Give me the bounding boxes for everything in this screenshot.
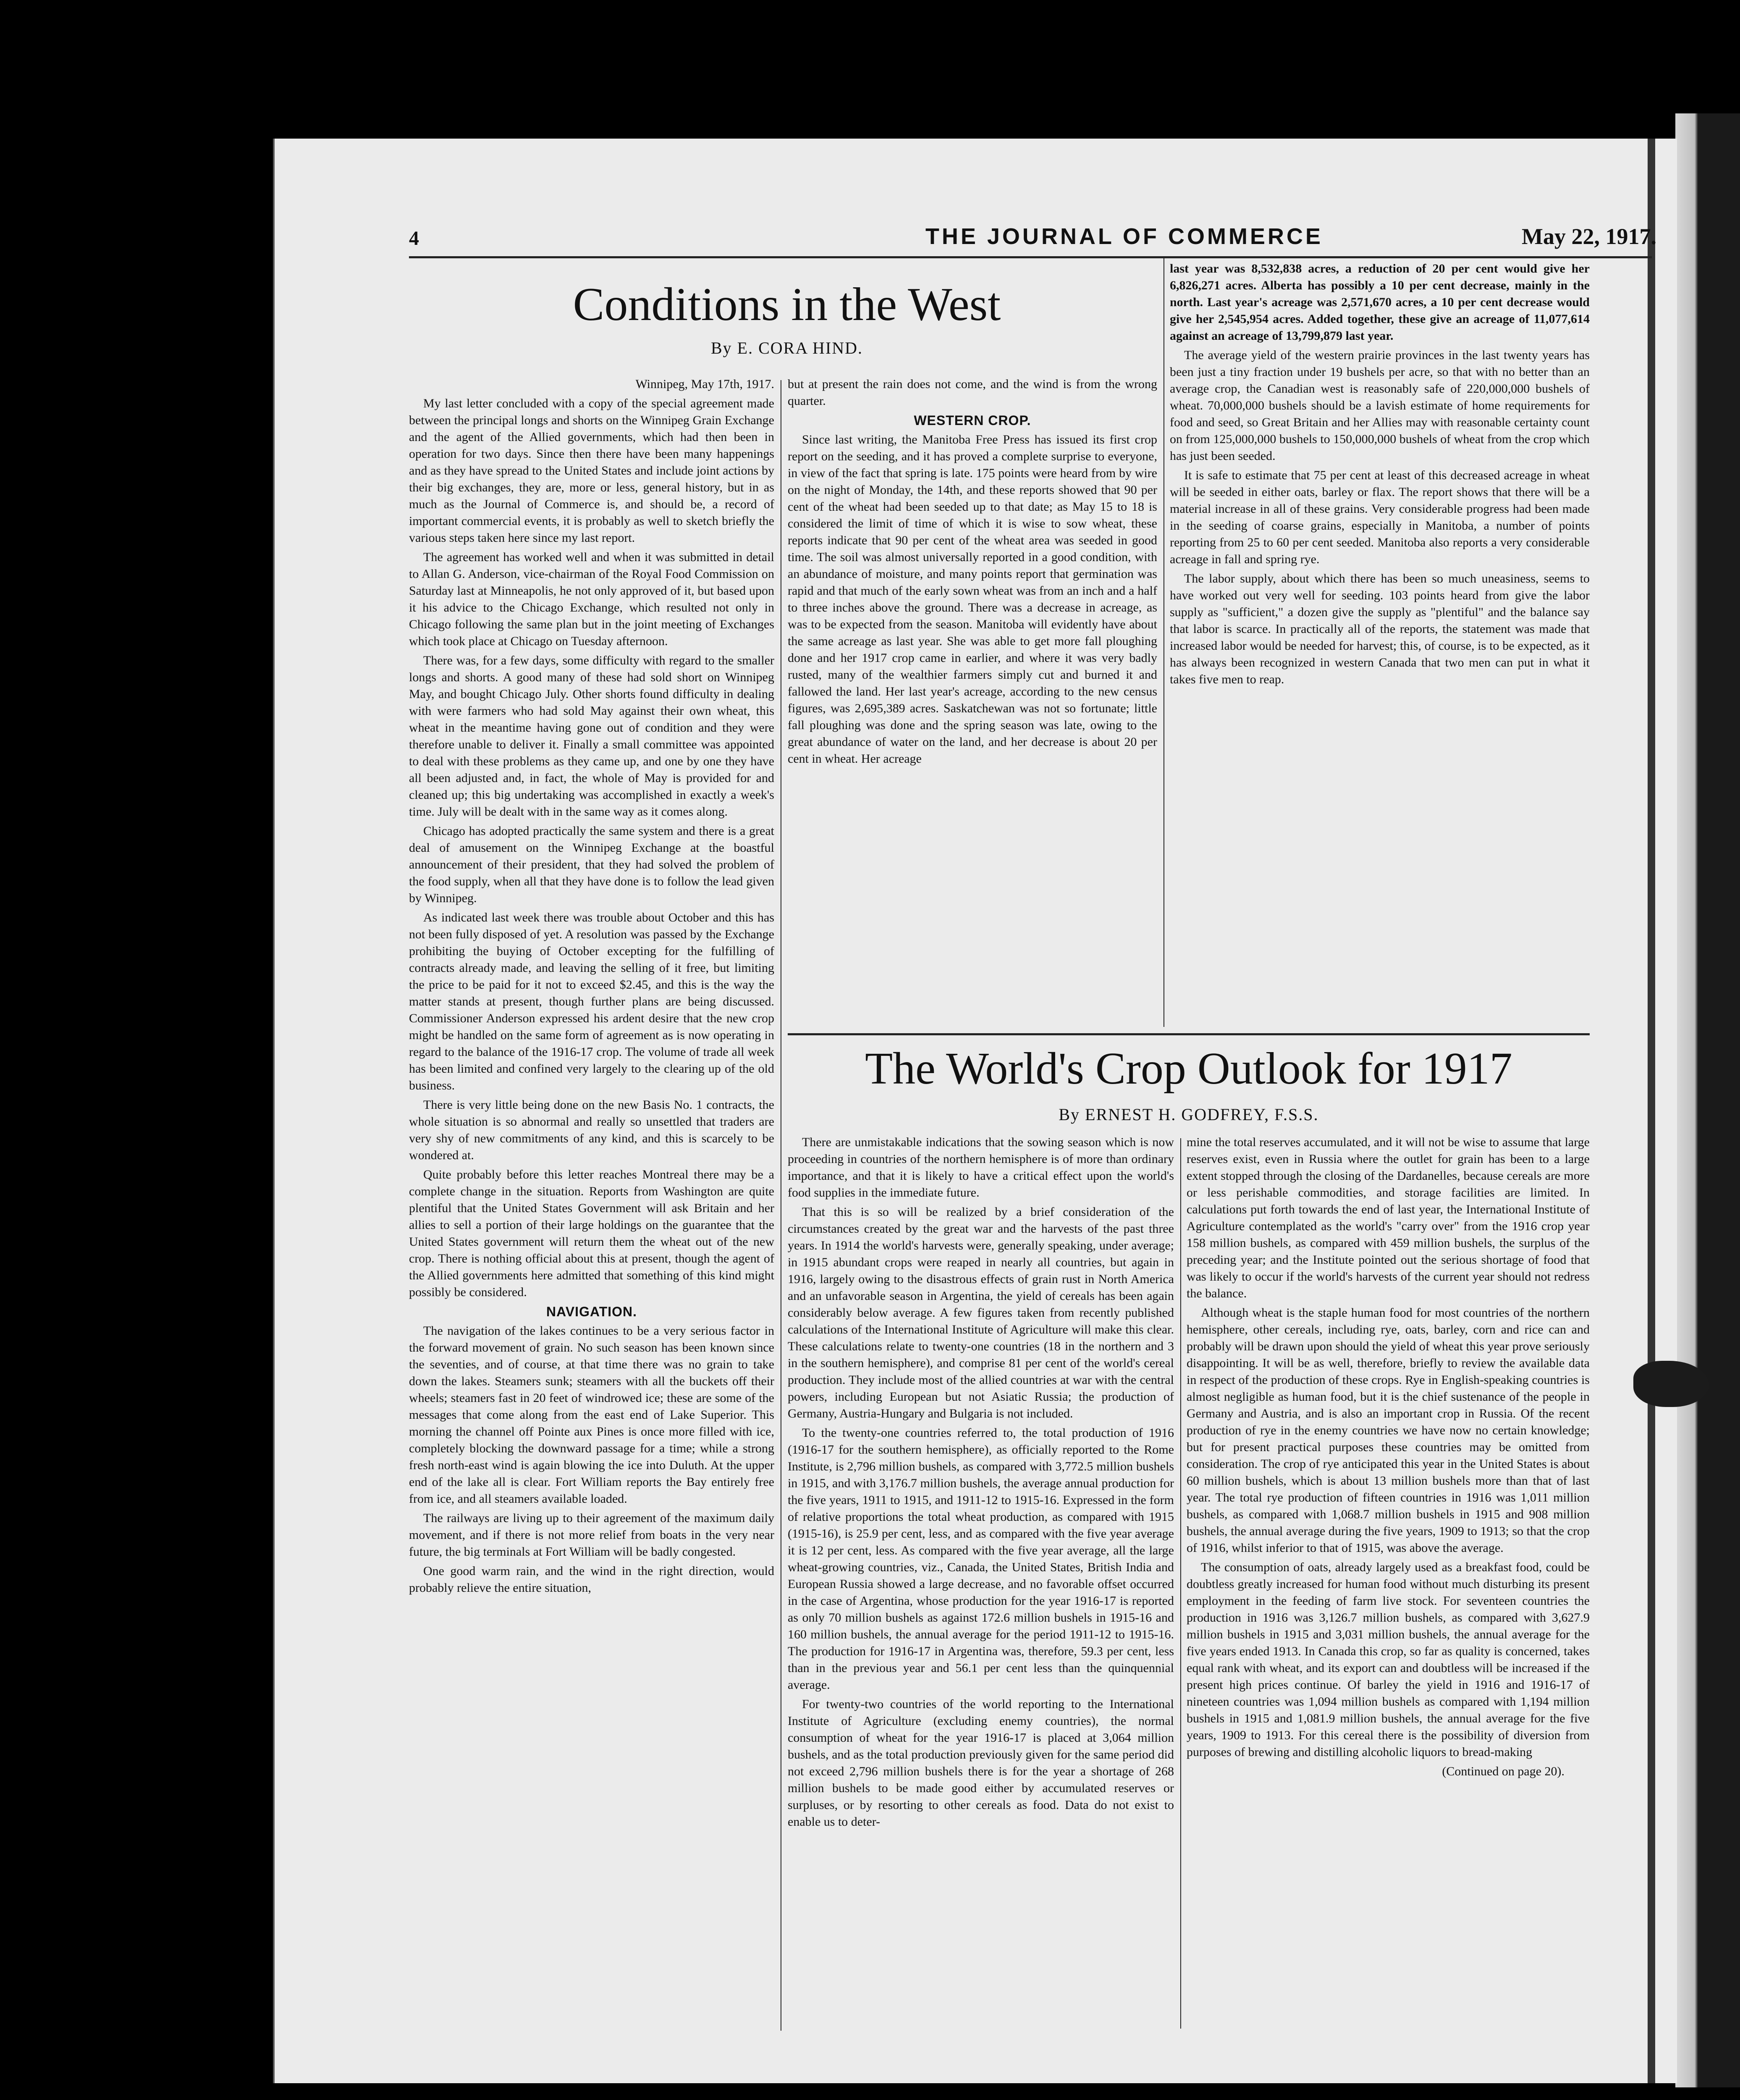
- paragraph: My last letter concluded with a copy of the special agreement made between the principal longs and shorts on the Winnipeg Grain Exchange and the agent of the Allied governments, which had then been in operation for two days. Since then there have been many happenings and as they have spread to the United States and include joint actions by their big exchanges, they are, more or less, general history, but in as much as the Journal of Commerce is, and should be, a record of important commercial events, it is probably as well to sketch briefly the various steps taken here since my last report.: [409, 396, 774, 545]
- next-page-edge: [1675, 113, 1740, 2087]
- paragraph: That this is so will be realized by a brief consideration of the circumstances created by the great war and the harvests of the past three years. In 1914 the world's harvests were, generally speaking, under average; in 1915 abundant crops were reaped in nearly all countries, but again in 1916, largely owing to the disastrous effects of grain rust in North America and an unfavorable season in Argentina, the yield of cereals has been again considerably below average. A few figures taken from recently published calculations of the International Institute of Agriculture will make this clear. These calculations relate to twenty-one countries (18 in the northern and 3 in the southern hemisphere), and comprise 81 per cent of the world's cereal production. They include most of the allied countries at war with the central powers, including European but not Asiatic Russia; the production of Germany, Austria-Hungary and Bulgaria is not included.: [788, 1205, 1174, 1420]
- paragraph: The average yield of the western prairie provinces in the last twenty years has been just a tiny fraction under 19 bushels per acre, so that with no better than an average crop, the Canadian west is reasonably safe of 220,000,000 bushels of wheat. 70,000,000 bushels should be a lavish estimate of home requirements for food and seed, so Great Britain and her Allies may with reasonable certainty count on from 125,000,000 bushels to 150,000,000 bushels of wheat from the crop which has just been seeded.: [1170, 348, 1590, 463]
- article-title-conditions: Conditions in the West: [573, 278, 1001, 331]
- column-rule: [1163, 258, 1164, 1027]
- continued-note: (Continued on page 20).: [1442, 1764, 1564, 1778]
- article1-column-2: [788, 376, 1157, 1031]
- paragraph: To the twenty-one countries referred to, the total production of 1916 (1916-17 for the southern hemisphere), as officially reported to the Rome Institute, is 2,796 million bushels, as compared with 3,772.5 million bushels in 1915, and with 3,176.7 million bushels, the average annual production for the five years, 1911 to 1915, and 1911-12 to 1915-16. Expressed in the form of relative proportions the total wheat production, as compared with 1915 (1915-16), is 25.9 per cent, less, and as compared with the five year average it is 12 per cent, less. As compared with the five year average, all the large wheat-growing countries, viz., Canada, the United States, British India and European Russia showed a large decrease, and no favorable offset occurred in the case of Argentina, whose production for the year 1916-17 is reported as only 70 million bushels as against 172.6 million bushels in 1915-16 and 160 million bushels, the annual average for the period 1911-12 to 1915-16. The production for 1916-17 in Argentina was, therefore, 59.3 per cent, less than in the previous year and 56.1 per cent less than the quinquennial average.: [788, 1426, 1174, 1692]
- article1-column-1: [409, 376, 774, 2035]
- paragraph: There was, for a few days, some difficulty with regard to the smaller longs and shorts. A good many of these had sold short on Winnipeg May, and bought Chicago July. Other shorts found difficulty in dealing with were farmers who had sold May against their own wheat, this wheat in the meantime having gone out of condition and they were therefore unable to deliver it. Finally a small committee was appointed to deal with these problems as they came up, and one by one they have all been adjusted and, in fact, the whole of May is provided for and cleaned up; this big undertaking was accomplished in exactly a week's time. July will be dealt with in the same way as it comes along.: [409, 654, 774, 819]
- paragraph: One good warm rain, and the wind in the right direction, would probably relieve the entire situation,: [409, 1564, 774, 1595]
- article2-column-1: [788, 1134, 1174, 2029]
- binding-shadow: [1648, 139, 1655, 2083]
- paragraph: mine the total reserves accumulated, and it will not be wise to assume that large reserves exist, even in Russia where the outlet for grain has been to a large extent stopped through the closing of the Dardanelles, because cereals are more or less perishable commodities, and storage facilities are limited. In calculations put forth towards the end of last year, the International Institute of Agriculture contemplated as the world's "carry over" from the 1916 crop year 158 million bushels, as compared with 459 million bushels, the surplus of the preceding year; and the Institute pointed out the serious shortage of food that was likely to occur if the world's harvests of the current year should not redress the balance.: [1187, 1135, 1590, 1300]
- paragraph: The agreement has worked well and when it was submitted in detail to Allan G. Anderson, vice-chairman of the Royal Food Commission on Saturday last at Minneapolis, he not only approved of it, but based upon it his advice to the Chicago Exchange, which resulted not only in Chicago following the same plan but in the joint meeting of Exchanges which took place at Chicago on Tuesday afternoon.: [409, 550, 774, 648]
- paragraph: It is safe to estimate that 75 per cent at least of this decreased acreage in wheat will be seeded in either oats, barley or flax. The report shows that there will be a material increase in all of these grains. Very considerable progress had been made in the seeding of coarse grains, especially in Manitoba, a number of points reporting from 25 to 60 per cent seeded. Manitoba also reports a very considerable acreage in fall and spring rye.: [1170, 468, 1590, 566]
- acreage-summary: last year was 8,532,838 acres, a reduction of 20 per cent would give her 6,826,271 acres. Alberta has possibly a 10 per cent decrease, mainly in the north. Last year's acreage was 2,571,670 acres, a 10 per cent decrease would give her 2,545,954 acres. Added together, these give an acreage of 11,077,614 against an acreage of 13,799,879 last year.: [1170, 262, 1590, 343]
- paragraph: but at present the rain does not come, and the wind is from the wrong quarter.: [788, 377, 1157, 408]
- issue-date: May 22, 1917.: [1522, 224, 1656, 249]
- dateline: Winnipeg, May 17th, 1917.: [635, 377, 774, 391]
- byline-godfrey: By ERNEST H. GODFREY, F.S.S.: [1059, 1105, 1319, 1124]
- binding-smudge: [1633, 1361, 1709, 1407]
- paragraph: Although wheat is the staple human food for most countries of the northern hemisphere, other cereals, including rye, oats, barley, corn and rice can and probably will be drawn upon should the yield of wheat this year prove seriously disappointing. It will be as well, therefore, briefly to review the available data in respect of the production of these crops. Rye in English-speaking countries is almost negligible as human food, but it is the chief sustenance of the people in Germany and Austria, and is also an important crop in Russia. Of the recent production of rye in the enemy countries we have now no certain knowledge; but for present practical purposes these countries may be omitted from consideration. The crop of rye anticipated this year in the United States is about 60 million bushels, which is about 13 million bushels more than that of last year. The total rye production of fifteen countries in 1916 was 1,011 million bushels, as compared with 1,068.7 million bushels in 1915 and 908 million bushels, the annual average during the five years, 1909 to 1913; so that the crop of 1916, whilst inferior to that of 1915, was above the average.: [1187, 1306, 1590, 1555]
- paragraph: Quite probably before this letter reaches Montreal there may be a complete change in the situation. Reports from Washington are quite plentiful that the United States Government will ask Britain and her allies to sell a portion of their large holdings on the guarantee that the United States government will return them the wheat out of the new crop. There is nothing official about this at present, though the agent of the Allied governments here admitted that something of this kind might possibly be considered.: [409, 1168, 774, 1299]
- header-rule: [409, 256, 1652, 258]
- paragraph: Chicago has adopted practically the same system and there is a great deal of amusement on the Winnipeg Exchange at the boastful announcement of their president, that they had solved the problem of the food supply, when all that they have done is to follow the lead given by Winnipeg.: [409, 824, 774, 905]
- paragraph: The labor supply, about which there has been so much uneasiness, seems to have worked out very well for seeding. 103 points heard from give the labor supply as "sufficient," a dozen give the supply as "plentiful" and the balance say that labor is scarce. In practically all of the reports, the statement was made that increased labor would be needed for harvest; this, of course, is to be expected, as it has always been recognized in western Canada that two men can put in what it takes five men to reap.: [1170, 572, 1590, 686]
- article-divider-rule: [788, 1033, 1590, 1035]
- paragraph: As indicated last week there was trouble about October and this has not been fully disposed of yet. A resolution was passed by the Exchange prohibiting the buying of October excepting for the fulfilling of contracts already made, and leaving the selling of it free, but limiting the price to be paid for it not to exceed $2.45, and this is the way the matter stands at present, though further plans are being discussed. Commissioner Anderson expressed his ardent desire that the new crop might be handled on the same form of agreement as is now operating in regard to the balance of the 1916-17 crop. The volume of trade all week has been limited and confined very largely to the clearing up of the old business.: [409, 911, 774, 1092]
- paragraph: The consumption of oats, already largely used as a breakfast food, could be doubtless greatly increased for human food without much disturbing its present employment in the feeding of farm live stock. For seventeen countries the production in 1916 was 3,126.7 million bushels, as compared with 3,627.9 million bushels in 1915 and 3,031 million bushels, the annual average for the five years ended 1913. In Canada this crop, so far as quality is concerned, takes equal rank with wheat, and its export can and doubtless will be increased if the present high prices continue. Of barley the yield in 1916 and 1916-17 of nineteen countries was 1,094 million bushels as compared with 1,194 million bushels in 1915 and 1,081.9 million bushels, the annual average for the five years, 1909 to 1913. For this cereal there is the possibility of diversion from purposes of brewing and distilling alcoholic liquors to bread-making: [1187, 1560, 1590, 1759]
- newspaper-page: [273, 139, 1677, 2083]
- article1-column-3: [1170, 260, 1590, 1027]
- article2-column-2: [1187, 1134, 1590, 2029]
- page-number: 4: [409, 227, 419, 249]
- paragraph: The railways are living up to their agreement of the maximum daily movement, and if there is not more relief from boats in the very near future, the big terminals at Fort William will be badly congested.: [409, 1511, 774, 1559]
- paragraph: There are unmistakable indications that the sowing season which is now proceeding in countries of the northern hemisphere is of more than ordinary importance, and that it is likely to have a critical effect upon the world's food supplies in the immediate future.: [788, 1135, 1174, 1200]
- article-title-world-crop: The World's Crop Outlook for 1917: [865, 1044, 1512, 1094]
- paragraph: There is very little being done on the new Basis No. 1 contracts, the whole situation is so abnormal and really so unsettled that traders are very shy of new commitments of any kind, and this is scarcely to be wondered at.: [409, 1098, 774, 1162]
- paragraph: Since last writing, the Manitoba Free Press has issued its first crop report on the seeding, and it has proved a complete surprise to everyone, in view of the fact that spring is late. 175 points were heard from by wire on the night of Monday, the 14th, and these reports showed that 90 per cent of the wheat had been seeded up to that date; as May 15 to 18 is considered the limit of time of which it is wise to sow wheat, these reports indicate that 90 per cent of the wheat area was seeded in good time. The soil was almost universally reported in a good condition, with an abundance of moisture, and many points report that germination was rapid and that much of the early sown wheat was from an inch and a half to three inches above the ground. There was a decrease in acreage, as was to be expected from the season. Manitoba will evidently have about the same acreage as last year. She was able to get more fall ploughing done and her 1917 crop came in earlier, and where it was very badly rusted, many of the wealthier farmers simply cut and burned it and fallowed the land. Her last year's acreage, according to the new census figures, was 2,695,389 acres. Saskatchewan was not so fortunate; little fall ploughing was done and the spring season was late, owing to the great abundance of water on the land, and her decrease is about 20 per cent in wheat. Her acreage: [788, 433, 1157, 766]
- byline-hind: By E. CORA HIND.: [710, 339, 863, 357]
- masthead: THE JOURNAL OF COMMERCE: [925, 224, 1323, 249]
- column-rule: [1180, 1138, 1181, 2029]
- section-head-western-crop: WESTERN CROP.: [914, 413, 1031, 428]
- section-head-navigation: NAVIGATION.: [546, 1304, 637, 1319]
- paragraph: The navigation of the lakes continues to be a very serious factor in the forward movement of grain. No such season has been known since the seventies, and of course, at that time there was no grain to take down the lakes. Steamers sunk; steamers with all the buckets off their wheels; steamers fast in 20 feet of windrowed ice; these are some of the messages that come along from the east end of Lake Superior. This morning the channel off Pointe aux Pines is once more filled with ice, completely blocking the downward passage for a time; while a strong fresh north-east wind is again blowing the ice into Duluth. At the upper end of the lake all is clear. Fort William reports the Bay entirely free from ice, and all steamers available loaded.: [409, 1324, 774, 1506]
- paragraph: For twenty-two countries of the world reporting to the International Institute of Agriculture (excluding enemy countries), the normal consumption of wheat for the year 1916-17 is placed at 3,064 million bushels, and as the total production previously given for the same period did not exceed 2,796 million bushels there is for the year a shortage of 268 million bushels to be made good either by accumulated reserves or surpluses, or by resorting to other cereals as food. Data do not exist to enable us to deter-: [788, 1697, 1174, 1829]
